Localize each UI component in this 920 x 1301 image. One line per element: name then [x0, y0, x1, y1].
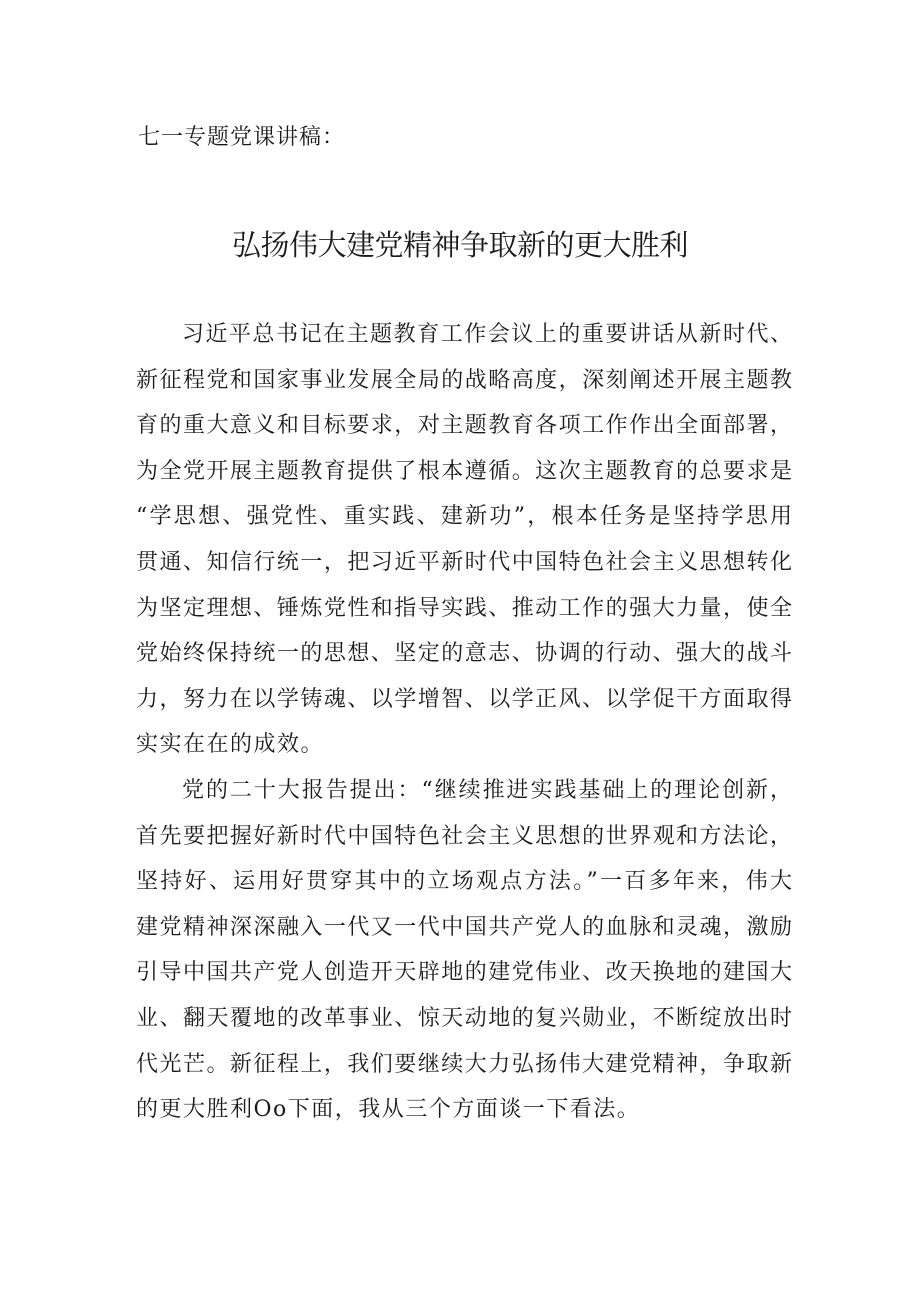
paragraph-line: 实实在在的成效。 — [136, 732, 325, 758]
paragraph-line: 育的重大意义和目标要求，对主题教育各项工作作出全面部署， — [136, 413, 792, 439]
paragraph-line: 新征程党和国家事业发展全局的战略高度，深刻阐述开展主题教 — [136, 367, 792, 393]
paragraph-line: 首先要把握好新时代中国特色社会主义思想的世界观和方法论， — [136, 823, 792, 849]
paragraph-line: 业、翻天覆地的改革事业、惊天动地的复兴勋业，不断绽放出时 — [136, 1005, 792, 1031]
document-title: 弘扬伟大建党精神争取新的更大胜利 — [231, 228, 688, 262]
document-body — [136, 312, 792, 1133]
paragraph-line: 党始终保持统一的思想、坚定的意志、协调的行动、强大的战斗 — [136, 641, 792, 667]
paragraph-line: 党的二十大报告提出：“继续推进实践基础上的理论创新， — [182, 777, 792, 803]
paragraph-line: 引导中国共产党人创造开天辟地的建党伟业、改天换地的建国大 — [136, 960, 792, 986]
document-label: 七一专题党课讲稿： — [138, 125, 346, 150]
paragraph-line: “学思想、强党性、重实践、建新功”，根本任务是坚持学思用 — [136, 504, 792, 530]
paragraph-1 — [136, 312, 792, 768]
paragraph-line: 的更大胜利Oo下面，我从三个方面谈一下看法。 — [136, 1097, 641, 1123]
paragraph-line: 代光芒。新征程上，我们要继续大力弘扬伟大建党精神，争取新 — [136, 1051, 792, 1077]
paragraph-line: 为坚定理想、锤炼党性和指导实践、推动工作的强大力量，使全 — [136, 595, 792, 621]
paragraph-2 — [136, 768, 792, 1133]
paragraph-line: 贯通、知信行统一，把习近平新时代中国特色社会主义思想转化 — [136, 549, 792, 575]
paragraph-line: 习近平总书记在主题教育工作会议上的重要讲话从新时代、 — [182, 322, 792, 347]
paragraph-line: 建党精神深深融入一代又一代中国共产党人的血脉和灵魂，激励 — [136, 914, 792, 940]
paragraph-line: 力，努力在以学铸魂、以学增智、以学正风、以学促干方面取得 — [136, 686, 792, 712]
paragraph-line: 为全党开展主题教育提供了根本遵循。这次主题教育的总要求是 — [136, 458, 792, 484]
paragraph-line: 坚持好、运用好贯穿其中的立场观点方法。”一百多年来，伟大 — [136, 869, 792, 895]
